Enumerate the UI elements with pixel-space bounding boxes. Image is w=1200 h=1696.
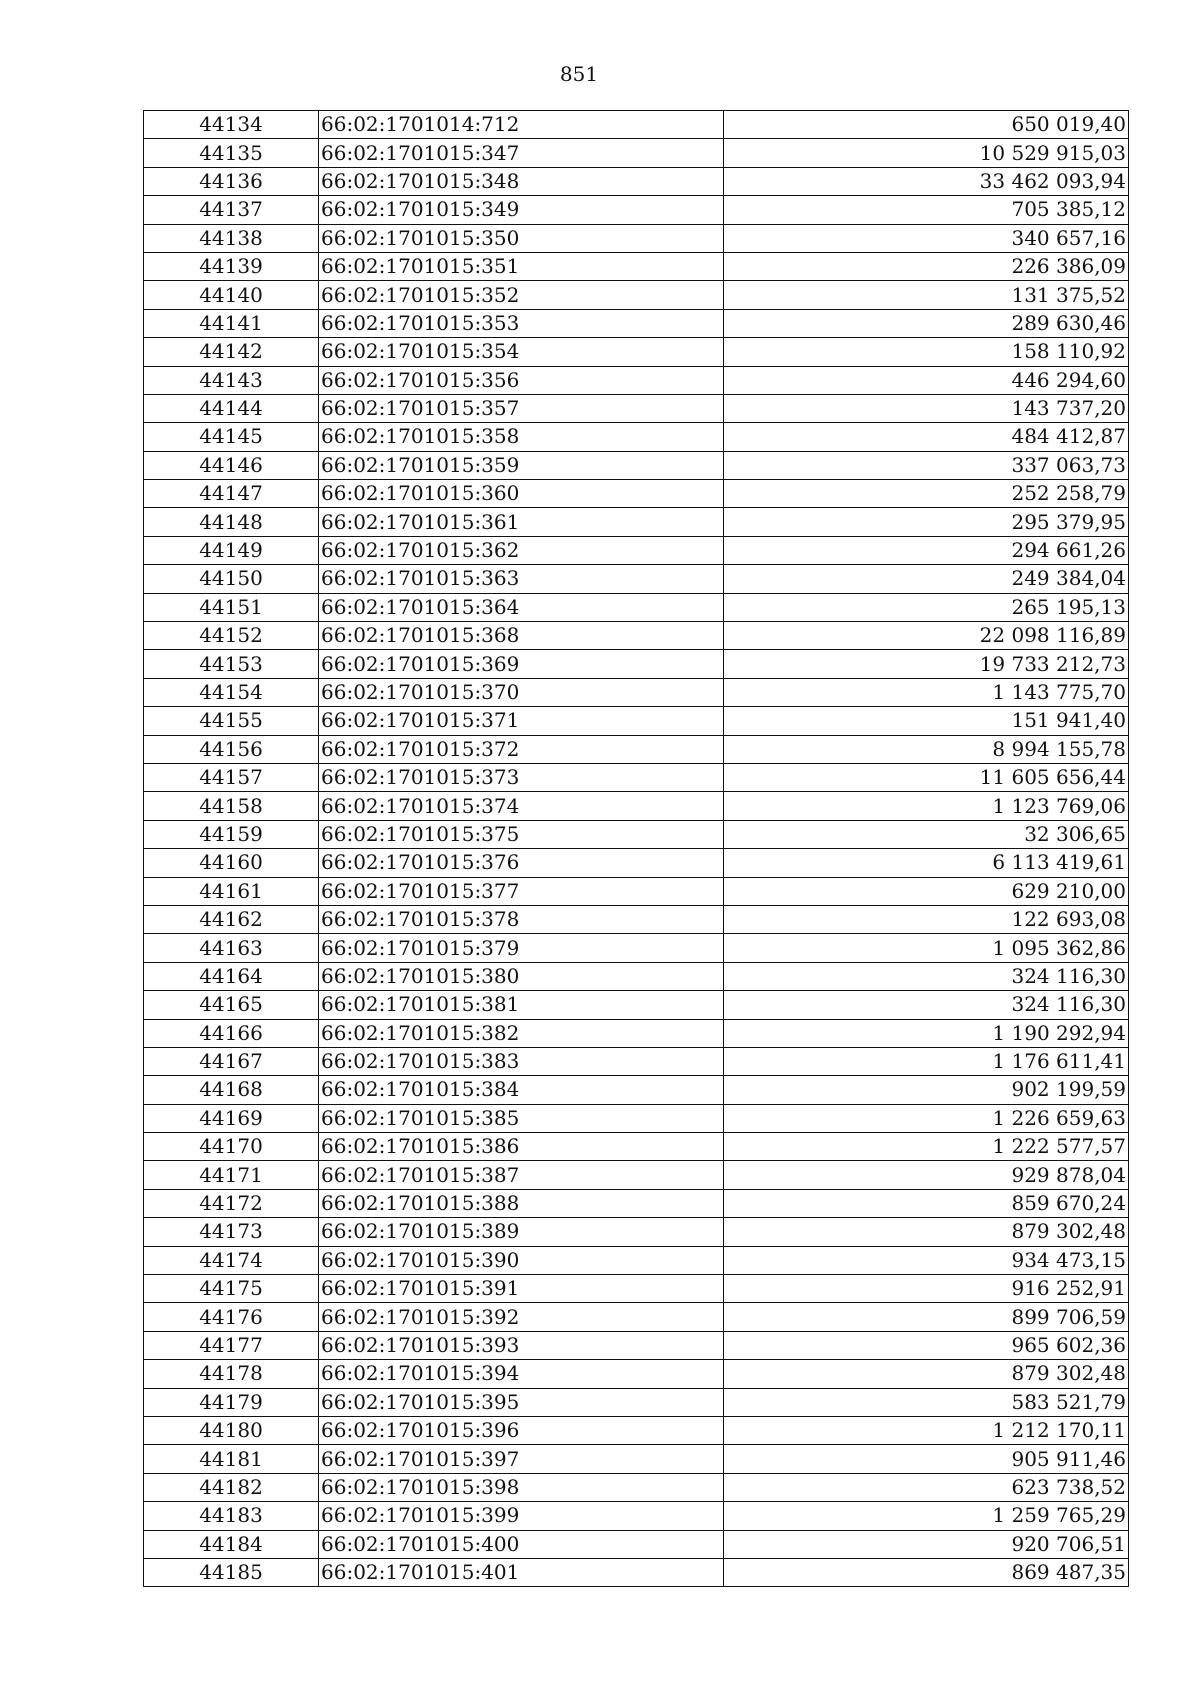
cadastral-number-cell: 66:02:1701015:393 <box>319 1331 724 1359</box>
table-row <box>144 1104 1129 1132</box>
cadastral-number-cell: 66:02:1701015:389 <box>319 1218 724 1246</box>
cadastral-value-cell: 340 657,16 <box>724 224 1129 252</box>
cadastral-value-cell: 650 019,40 <box>724 111 1129 139</box>
cadastral-value-cell: 629 210,00 <box>724 877 1129 905</box>
row-number-cell: 44147 <box>144 480 319 508</box>
table-row <box>144 650 1129 678</box>
table-row <box>144 366 1129 394</box>
table-row <box>144 820 1129 848</box>
table-row <box>144 1473 1129 1501</box>
cadastral-value-cell: 1 176 611,41 <box>724 1047 1129 1075</box>
cadastral-number-cell: 66:02:1701015:348 <box>319 167 724 195</box>
table-row <box>144 1047 1129 1075</box>
cadastral-number-cell: 66:02:1701015:351 <box>319 252 724 280</box>
row-number-cell: 44181 <box>144 1445 319 1473</box>
table-row <box>144 1275 1129 1303</box>
cadastral-value-cell: 1 123 769,06 <box>724 792 1129 820</box>
table-row <box>144 934 1129 962</box>
table-row <box>144 394 1129 422</box>
cadastral-value-cell: 143 737,20 <box>724 394 1129 422</box>
row-number-cell: 44151 <box>144 593 319 621</box>
cadastral-value-cell: 324 116,30 <box>724 991 1129 1019</box>
table-row <box>144 565 1129 593</box>
row-number-cell: 44162 <box>144 905 319 933</box>
cadastral-value-cell: 337 063,73 <box>724 451 1129 479</box>
table-row <box>144 1558 1129 1586</box>
cadastral-number-cell: 66:02:1701015:388 <box>319 1189 724 1217</box>
row-number-cell: 44140 <box>144 281 319 309</box>
row-number-cell: 44168 <box>144 1076 319 1104</box>
row-number-cell: 44139 <box>144 252 319 280</box>
table-row <box>144 1303 1129 1331</box>
row-number-cell: 44174 <box>144 1246 319 1274</box>
table-row <box>144 991 1129 1019</box>
row-number-cell: 44148 <box>144 508 319 536</box>
cadastral-value-cell: 252 258,79 <box>724 480 1129 508</box>
row-number-cell: 44156 <box>144 735 319 763</box>
row-number-cell: 44175 <box>144 1275 319 1303</box>
row-number-cell: 44176 <box>144 1303 319 1331</box>
cadastral-value-cell: 6 113 419,61 <box>724 849 1129 877</box>
cadastral-number-cell: 66:02:1701015:360 <box>319 480 724 508</box>
cadastral-number-cell: 66:02:1701015:396 <box>319 1416 724 1444</box>
cadastral-number-cell: 66:02:1701015:371 <box>319 707 724 735</box>
cadastral-number-cell: 66:02:1701015:347 <box>319 139 724 167</box>
row-number-cell: 44141 <box>144 309 319 337</box>
table-row <box>144 1416 1129 1444</box>
row-number-cell: 44170 <box>144 1133 319 1161</box>
cadastral-value-cell: 22 098 116,89 <box>724 622 1129 650</box>
cadastral-number-cell: 66:02:1701015:350 <box>319 224 724 252</box>
cadastral-value-cell: 295 379,95 <box>724 508 1129 536</box>
row-number-cell: 44134 <box>144 111 319 139</box>
cadastral-value-cell: 859 670,24 <box>724 1189 1129 1217</box>
cadastral-value-cell: 151 941,40 <box>724 707 1129 735</box>
table-row <box>144 480 1129 508</box>
table-row <box>144 622 1129 650</box>
table-row <box>144 678 1129 706</box>
cadastral-number-cell: 66:02:1701015:368 <box>319 622 724 650</box>
cadastral-value-cell: 916 252,91 <box>724 1275 1129 1303</box>
table-row <box>144 536 1129 564</box>
table-row <box>144 707 1129 735</box>
row-number-cell: 44177 <box>144 1331 319 1359</box>
page-number: 851 <box>559 62 599 86</box>
row-number-cell: 44163 <box>144 934 319 962</box>
cadastral-number-cell: 66:02:1701015:373 <box>319 763 724 791</box>
cadastral-value-cell: 8 994 155,78 <box>724 735 1129 763</box>
cadastral-number-cell: 66:02:1701015:398 <box>319 1473 724 1501</box>
cadastral-number-cell: 66:02:1701015:394 <box>319 1360 724 1388</box>
cadastral-value-cell: 11 605 656,44 <box>724 763 1129 791</box>
cadastral-number-cell: 66:02:1701015:363 <box>319 565 724 593</box>
row-number-cell: 44137 <box>144 196 319 224</box>
table-row <box>144 139 1129 167</box>
cadastral-number-cell: 66:02:1701015:379 <box>319 934 724 962</box>
table-row <box>144 224 1129 252</box>
table-row <box>144 508 1129 536</box>
row-number-cell: 44146 <box>144 451 319 479</box>
cadastral-value-cell: 869 487,35 <box>724 1558 1129 1586</box>
cadastral-number-cell: 66:02:1701015:359 <box>319 451 724 479</box>
cadastral-value-cell: 33 462 093,94 <box>724 167 1129 195</box>
row-number-cell: 44179 <box>144 1388 319 1416</box>
row-number-cell: 44143 <box>144 366 319 394</box>
cadastral-value-cell: 10 529 915,03 <box>724 139 1129 167</box>
cadastral-number-cell: 66:02:1701015:385 <box>319 1104 724 1132</box>
table-row <box>144 593 1129 621</box>
cadastral-number-cell: 66:02:1701015:352 <box>319 281 724 309</box>
cadastral-number-cell: 66:02:1701015:399 <box>319 1502 724 1530</box>
cadastral-number-cell: 66:02:1701015:380 <box>319 962 724 990</box>
table-row <box>144 1019 1129 1047</box>
cadastral-number-cell: 66:02:1701015:370 <box>319 678 724 706</box>
table-row <box>144 338 1129 366</box>
cadastral-number-cell: 66:02:1701015:397 <box>319 1445 724 1473</box>
table-row <box>144 1189 1129 1217</box>
row-number-cell: 44158 <box>144 792 319 820</box>
table-row <box>144 1388 1129 1416</box>
table-row <box>144 1218 1129 1246</box>
cadastral-value-cell: 19 733 212,73 <box>724 650 1129 678</box>
row-number-cell: 44161 <box>144 877 319 905</box>
table-row <box>144 1161 1129 1189</box>
table-row <box>144 451 1129 479</box>
row-number-cell: 44167 <box>144 1047 319 1075</box>
row-number-cell: 44166 <box>144 1019 319 1047</box>
cadastral-value-cell: 158 110,92 <box>724 338 1129 366</box>
cadastral-value-cell: 929 878,04 <box>724 1161 1129 1189</box>
row-number-cell: 44164 <box>144 962 319 990</box>
cadastral-value-table <box>143 110 1129 1587</box>
row-number-cell: 44173 <box>144 1218 319 1246</box>
row-number-cell: 44183 <box>144 1502 319 1530</box>
row-number-cell: 44145 <box>144 423 319 451</box>
cadastral-number-cell: 66:02:1701015:387 <box>319 1161 724 1189</box>
row-number-cell: 44182 <box>144 1473 319 1501</box>
table-row <box>144 962 1129 990</box>
cadastral-number-cell: 66:02:1701015:384 <box>319 1076 724 1104</box>
cadastral-value-cell: 131 375,52 <box>724 281 1129 309</box>
cadastral-number-cell: 66:02:1701015:369 <box>319 650 724 678</box>
cadastral-value-cell: 1 095 362,86 <box>724 934 1129 962</box>
cadastral-number-cell: 66:02:1701015:349 <box>319 196 724 224</box>
cadastral-value-cell: 879 302,48 <box>724 1218 1129 1246</box>
table-row <box>144 763 1129 791</box>
table-row <box>144 1502 1129 1530</box>
table-row <box>144 423 1129 451</box>
cadastral-number-cell: 66:02:1701015:364 <box>319 593 724 621</box>
cadastral-value-cell: 623 738,52 <box>724 1473 1129 1501</box>
cadastral-value-cell: 32 306,65 <box>724 820 1129 848</box>
table-row <box>144 252 1129 280</box>
table-row <box>144 111 1129 139</box>
row-number-cell: 44154 <box>144 678 319 706</box>
table-row <box>144 877 1129 905</box>
cadastral-number-cell: 66:02:1701015:400 <box>319 1530 724 1558</box>
cadastral-value-cell: 1 259 765,29 <box>724 1502 1129 1530</box>
row-number-cell: 44138 <box>144 224 319 252</box>
cadastral-value-cell: 122 693,08 <box>724 905 1129 933</box>
cadastral-value-cell: 879 302,48 <box>724 1360 1129 1388</box>
row-number-cell: 44153 <box>144 650 319 678</box>
row-number-cell: 44155 <box>144 707 319 735</box>
cadastral-value-cell: 294 661,26 <box>724 536 1129 564</box>
cadastral-number-cell: 66:02:1701015:354 <box>319 338 724 366</box>
cadastral-value-cell: 484 412,87 <box>724 423 1129 451</box>
table-row <box>144 309 1129 337</box>
cadastral-value-cell: 1 143 775,70 <box>724 678 1129 706</box>
cadastral-number-cell: 66:02:1701015:392 <box>319 1303 724 1331</box>
cadastral-value-cell: 1 190 292,94 <box>724 1019 1129 1047</box>
cadastral-number-cell: 66:02:1701015:377 <box>319 877 724 905</box>
cadastral-value-cell: 905 911,46 <box>724 1445 1129 1473</box>
row-number-cell: 44180 <box>144 1416 319 1444</box>
cadastral-number-cell: 66:02:1701015:361 <box>319 508 724 536</box>
cadastral-value-cell: 1 222 577,57 <box>724 1133 1129 1161</box>
cadastral-number-cell: 66:02:1701015:401 <box>319 1558 724 1586</box>
cadastral-number-cell: 66:02:1701015:357 <box>319 394 724 422</box>
cadastral-number-cell: 66:02:1701015:358 <box>319 423 724 451</box>
cadastral-value-cell: 583 521,79 <box>724 1388 1129 1416</box>
cadastral-number-cell: 66:02:1701015:376 <box>319 849 724 877</box>
cadastral-number-cell: 66:02:1701015:395 <box>319 1388 724 1416</box>
cadastral-value-cell: 899 706,59 <box>724 1303 1129 1331</box>
row-number-cell: 44135 <box>144 139 319 167</box>
table-row <box>144 281 1129 309</box>
row-number-cell: 44136 <box>144 167 319 195</box>
cadastral-value-cell: 324 116,30 <box>724 962 1129 990</box>
cadastral-number-cell: 66:02:1701015:390 <box>319 1246 724 1274</box>
row-number-cell: 44184 <box>144 1530 319 1558</box>
row-number-cell: 44178 <box>144 1360 319 1388</box>
row-number-cell: 44165 <box>144 991 319 1019</box>
row-number-cell: 44142 <box>144 338 319 366</box>
table-row <box>144 1133 1129 1161</box>
table-body <box>144 111 1129 1587</box>
table-row <box>144 849 1129 877</box>
cadastral-number-cell: 66:02:1701015:386 <box>319 1133 724 1161</box>
cadastral-number-cell: 66:02:1701015:362 <box>319 536 724 564</box>
table-row <box>144 905 1129 933</box>
cadastral-value-cell: 902 199,59 <box>724 1076 1129 1104</box>
row-number-cell: 44157 <box>144 763 319 791</box>
cadastral-number-cell: 66:02:1701015:374 <box>319 792 724 820</box>
table-row <box>144 1246 1129 1274</box>
row-number-cell: 44185 <box>144 1558 319 1586</box>
cadastral-value-cell: 446 294,60 <box>724 366 1129 394</box>
row-number-cell: 44172 <box>144 1189 319 1217</box>
row-number-cell: 44160 <box>144 849 319 877</box>
row-number-cell: 44144 <box>144 394 319 422</box>
row-number-cell: 44169 <box>144 1104 319 1132</box>
row-number-cell: 44159 <box>144 820 319 848</box>
cadastral-value-cell: 934 473,15 <box>724 1246 1129 1274</box>
table-row <box>144 1445 1129 1473</box>
cadastral-number-cell: 66:02:1701015:381 <box>319 991 724 1019</box>
cadastral-value-cell: 226 386,09 <box>724 252 1129 280</box>
table-row <box>144 167 1129 195</box>
cadastral-number-cell: 66:02:1701015:383 <box>319 1047 724 1075</box>
cadastral-value-cell: 965 602,36 <box>724 1331 1129 1359</box>
row-number-cell: 44152 <box>144 622 319 650</box>
cadastral-number-cell: 66:02:1701015:353 <box>319 309 724 337</box>
cadastral-value-cell: 1 226 659,63 <box>724 1104 1129 1132</box>
cadastral-value-cell: 265 195,13 <box>724 593 1129 621</box>
cadastral-value-cell: 289 630,46 <box>724 309 1129 337</box>
cadastral-number-cell: 66:02:1701015:356 <box>319 366 724 394</box>
cadastral-number-cell: 66:02:1701015:375 <box>319 820 724 848</box>
cadastral-number-cell: 66:02:1701015:378 <box>319 905 724 933</box>
table-row <box>144 1076 1129 1104</box>
table-row <box>144 792 1129 820</box>
cadastral-number-cell: 66:02:1701014:712 <box>319 111 724 139</box>
table-row <box>144 1360 1129 1388</box>
row-number-cell: 44171 <box>144 1161 319 1189</box>
table-row <box>144 1530 1129 1558</box>
cadastral-number-cell: 66:02:1701015:391 <box>319 1275 724 1303</box>
table-row <box>144 1331 1129 1359</box>
cadastral-number-cell: 66:02:1701015:372 <box>319 735 724 763</box>
cadastral-value-cell: 1 212 170,11 <box>724 1416 1129 1444</box>
table-row <box>144 196 1129 224</box>
cadastral-value-cell: 920 706,51 <box>724 1530 1129 1558</box>
cadastral-value-cell: 249 384,04 <box>724 565 1129 593</box>
cadastral-value-cell: 705 385,12 <box>724 196 1129 224</box>
row-number-cell: 44150 <box>144 565 319 593</box>
cadastral-number-cell: 66:02:1701015:382 <box>319 1019 724 1047</box>
table-row <box>144 735 1129 763</box>
row-number-cell: 44149 <box>144 536 319 564</box>
